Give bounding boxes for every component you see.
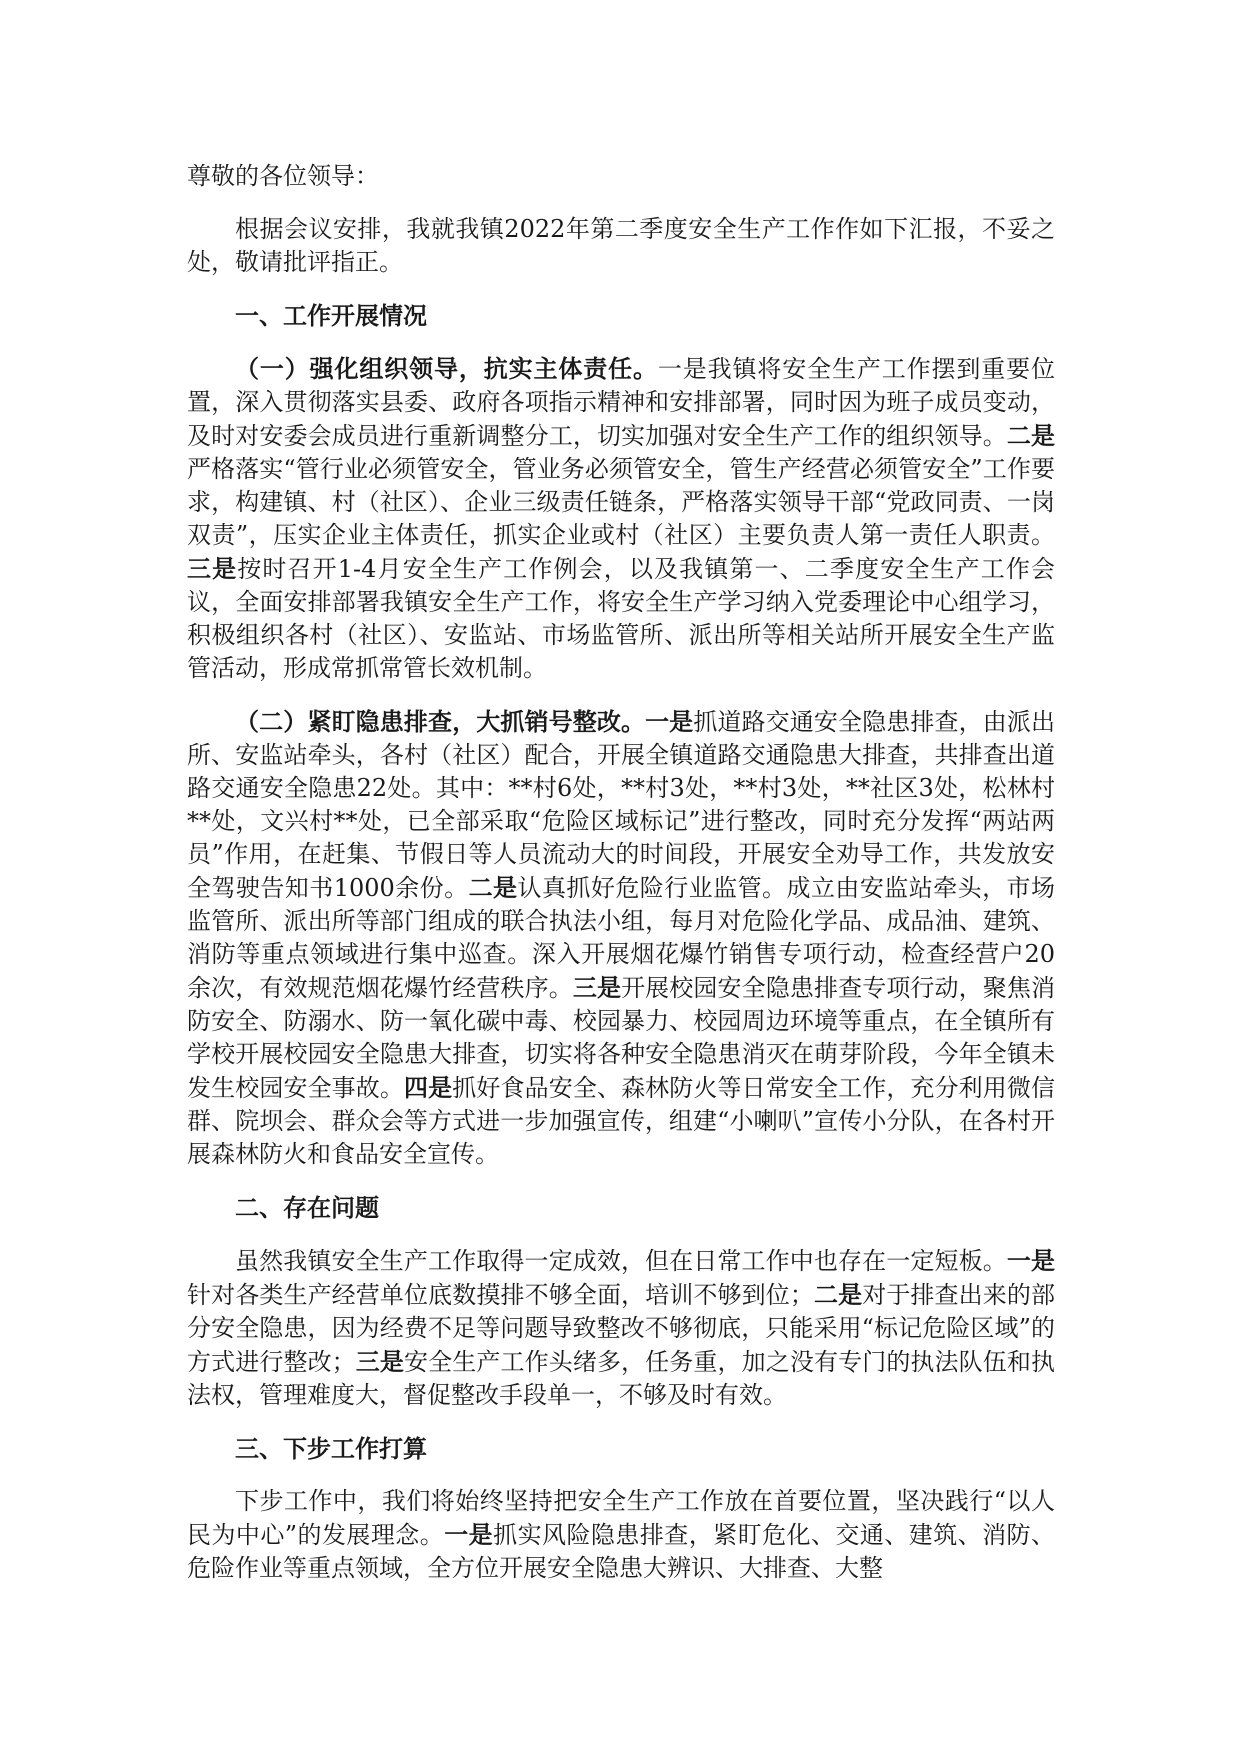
point-text: 开展校园安全隐患排查专项行动，聚焦消防安全、防溺水、防一氧化碳中毒、校园暴力、校园周边环境等重点，在全镇所有学校开展校园安全隐患大排查，切实将各种安全隐患消灭在萌芽阶段，今年全镇未发生校园安全事故。 (187, 974, 1056, 1102)
section-heading-3: 三、下步工作打算 (235, 1434, 427, 1463)
point-lead: 三是 (572, 973, 622, 1002)
point-text: 严格落实“管行业必须管安全，管业务必须管安全，管生产经营必须管安全”工作要求，构建镇、村（社区）、企业三级责任链条，严格落实领导干部“党政同责、一岗双责”，压实企业主体责任，抓实企业或村（社区）主要负责人第一责任人职责。 (187, 455, 1055, 549)
point-text: 针对各类生产经营单位底数摸排不够全面，培训不够到位； (187, 1281, 814, 1309)
paragraph-organization-leadership (187, 352, 1055, 685)
point-lead: 三是 (187, 554, 238, 583)
point-text: 抓实风险隐患排查，紧盯危化、交通、建筑、消防、危险作业等重点领域，全方位开展安全隐患大辨识、大排查、大整 (187, 1521, 1056, 1582)
point-lead: 一是 (444, 1520, 494, 1549)
point-text: 对于排查出来的部分安全隐患，因为经费不足等问题导致整改不够彻底，只能采用“标记危险区域”的方式进行整改； (187, 1281, 1056, 1376)
section-heading-2: 二、存在问题 (235, 1193, 379, 1222)
point-text: 安全生产工作头绪多，任务重，加之没有专门的执法队伍和执法权，管理难度大，督促整改手段单一，不够及时有效。 (187, 1348, 1056, 1409)
point-text: 虽然我镇安全生产工作取得一定成效，但在日常工作中也存在一定短板。 (235, 1247, 1007, 1275)
point-text: 按时召开1-4月安全生产工作例会，以及我镇第一、二季度安全生产工作会议，全面安排部署我镇安全生产工作，将安全生产学习纳入党委理论中心组学习，积极组织各村（社区）、安监站、市场监管所、派出所等相关站所开展安全生产监管活动，形成常抓常管长效机制。 (187, 555, 1055, 682)
paragraph-next-steps (187, 1485, 1055, 1585)
subheading-2: （二）紧盯隐患排查，大抓销号整改。 (235, 707, 646, 736)
point-text: 一是 (657, 355, 708, 383)
point-lead: 一是 (1006, 1246, 1056, 1275)
point-text: 抓道路交通安全隐患排查，由派出所、安监站牵头，各村（社区）配合，开展全镇道路交通隐患大排查，共排查出道路交通安全隐患22处。其中：**村6处，**村3处，**村3处，**社区3处，松林村**处，文兴村**处，已全部采取“危险区域标记”进行整改，同时充分发挥“两站两员”作用，在赶集、节假日等人员流动大的时间段，开展安全劝导工作，共发放安全驾驶告知书1000余份。 (187, 708, 1056, 902)
document-page (187, 160, 1055, 1605)
point-lead: 二是 (1006, 421, 1056, 450)
point-text: 抓好食品安全、森林防火等日常安全工作，充分利用微信群、院坝会、群众会等方式进一步加强宣传，组建“小喇叭”宣传小分队，在各村开展森林防火和食品安全宣传。 (187, 1074, 1056, 1168)
subheading-1: （一）强化组织领导，抗实主体责任。 (235, 354, 658, 383)
point-lead: 二是 (468, 873, 518, 902)
point-lead: 三是 (355, 1347, 405, 1376)
point-lead: 四是 (404, 1073, 453, 1102)
point-text: 我镇将安全生产工作摆到重要位置，深入贯彻落实县委、政府各项指示精神和安排部署，同时因为班子成员变动，及时对安委会成员进行重新调整分工，切实加强对安全生产工作的组织领导。 (187, 355, 1055, 450)
point-lead: 一是 (645, 707, 694, 736)
greeting: 尊敬的各位领导： (187, 162, 379, 190)
paragraph-existing-problems (187, 1244, 1055, 1412)
point-text: 认真抓好危险行业监管。成立由安监站牵头，市场监管所、派出所等部门组成的联合执法小组，每月对危险化学品、成品油、建筑、消防等重点领域进行集中巡查。深入开展烟花爆竹销售专项行动，检查经营户20余次，有效规范烟花爆竹经营秩序。 (187, 874, 1056, 1002)
point-text: 下步工作中，我们将始终坚持把安全生产工作放在首要位置，坚决践行“以人民为中心”的发展理念。 (187, 1487, 1055, 1549)
point-lead: 二是 (813, 1280, 863, 1309)
paragraph-hazard-inspection (187, 705, 1055, 1171)
intro-paragraph: 根据会议安排，我就我镇2022年第二季度安全生产工作作如下汇报，不妥之处，敬请批评指正。 (187, 215, 1055, 276)
section-heading-1: 一、工作开展情况 (235, 301, 427, 330)
